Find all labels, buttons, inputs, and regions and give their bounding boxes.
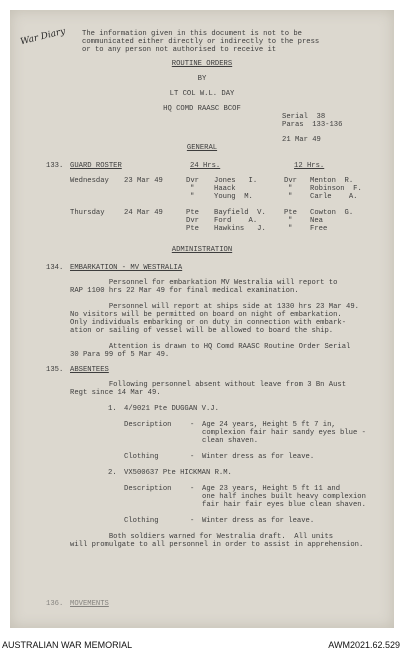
footer-bar [0,636,404,653]
section-heading-general: GENERAL [186,144,218,152]
roster-rank: " [288,185,293,193]
roster-rank: Dvr [186,217,199,225]
absentee-number: 2. [108,469,117,477]
description-line: one half inches built heavy complexion [202,493,366,501]
roster-name: Robinson F. [310,185,362,193]
paras-range: Paras 133-136 [282,121,343,129]
roster-name: Menton R. [310,177,354,185]
roster-name: Free [310,225,328,233]
roster-name: Haack [214,185,236,193]
clothing-label: Clothing [124,453,159,461]
clothing-label: Clothing [124,517,159,525]
body-line: Personnel for embarkation MV Westralia will report to [70,279,338,287]
para-number: 136. [46,600,64,608]
body-line: Regt since 14 Mar 49. [70,389,161,397]
roster-day: Wednesday [70,177,109,185]
roster-rank: Pte [186,225,199,233]
roster-date: 24 Mar 49 [124,209,163,217]
clothing-text: Winter dress as for leave. [202,453,315,461]
dash: - [190,517,195,525]
by-line: BY [197,75,207,83]
dash: - [190,453,195,461]
catalogue-number: AWM2021.62.529 [328,640,400,650]
roster-rank: Dvr [186,177,199,185]
roster-name: Young M. [214,193,253,201]
roster-rank: Pte [186,209,199,217]
security-notice-line-2: communicated either directly or indirectly to the press [82,38,320,46]
body-line: ation or sailing of vessel will be allowed to board the ship. [70,327,334,335]
para-number: 135. [46,366,64,374]
roster-name: Ford A. [214,217,258,225]
roster-rank: Dvr [284,177,297,185]
institution-name: AUSTRALIAN WAR MEMORIAL [2,640,133,650]
dash: - [190,485,195,493]
description-line: complexion fair hair sandy eyes blue - [202,429,366,437]
roster-column-12-hrs: 12 Hrs. [294,162,325,170]
description-label: Description [124,485,172,493]
description-line: clean shaven. [202,437,259,445]
description-label: Description [124,421,172,429]
roster-name: Hawkins J. [214,225,266,233]
officer-name: LT COL W.L. DAY [169,90,235,98]
para-number: 133. [46,162,64,170]
roster-day: Thursday [70,209,105,217]
clothing-text: Winter dress as for leave. [202,517,315,525]
roster-name: Carle A. [310,193,358,201]
body-line: Both soldiers warned for Westralia draft. All units [70,533,334,541]
description-line: Age 24 years, Height 5 ft 7 in, [202,421,336,429]
absentee-number: 1. [108,405,117,413]
roster-rank: " [190,185,195,193]
roster-name: Nea [310,217,323,225]
para-title-guard-roster: GUARD ROSTER [70,162,122,170]
dash: - [190,421,195,429]
security-notice-line-3: or to any person not authorised to receive it [82,46,277,54]
body-line: RAP 1100 hrs 22 Mar 49 for final medical examination. [70,287,299,295]
para-title-embarkation: EMBARKATION - MV WESTRALIA [70,264,183,272]
absentee-id: 4/9021 Pte DUGGAN V.J. [124,405,219,413]
roster-name: Bayfield V. [214,209,266,217]
roster-rank: " [288,217,293,225]
body-line: Attention is drawn to HQ Comd RAASC Routine Order Serial [70,343,351,351]
body-line: 30 Para 99 of 5 Mar 49. [70,351,170,359]
para-title-absentees: ABSENTEES [70,366,109,374]
body-line: No visitors will be permitted on board on night of embarkation. [70,311,342,319]
absentee-id: VX500637 Pte HICKMAN R.M. [124,469,232,477]
para-title-movements: MOVEMENTS [70,600,109,608]
body-line: will promulgate to all personnel in order to assist in apprehension. [70,541,364,549]
roster-rank: " [288,225,293,233]
roster-rank: Pte [284,209,297,217]
handwritten-annotation: War Diary [19,26,67,48]
description-line: fair hair fair eyes blue clean shaven. [202,501,366,509]
description-line: Age 23 years, Height 5 ft 11 and [202,485,341,493]
serial-number: Serial 38 [282,113,326,121]
roster-date: 23 Mar 49 [124,177,163,185]
order-date: 21 Mar 49 [282,136,321,144]
roster-name: Cowton G. [310,209,354,217]
roster-rank: " [288,193,293,201]
para-number: 134. [46,264,64,272]
document-title: ROUTINE ORDERS [171,60,233,68]
unit-name: HQ COMD RAASC BCOF [163,105,241,113]
security-notice-line-1: The information given in this document is not to be [82,30,302,38]
roster-name: Jones I. [214,177,258,185]
roster-column-24-hrs: 24 Hrs. [190,162,221,170]
roster-rank: " [190,193,195,201]
section-heading-administration: ADMINISTRATION [171,246,233,254]
body-line: Personnel will report at ships side at 1330 hrs 23 Mar 49. [70,303,359,311]
body-line: Following personnel absent without leave from 3 Bn Aust [70,381,347,389]
body-line: Only individuals embarking or on duty in connection with embark- [70,319,347,327]
